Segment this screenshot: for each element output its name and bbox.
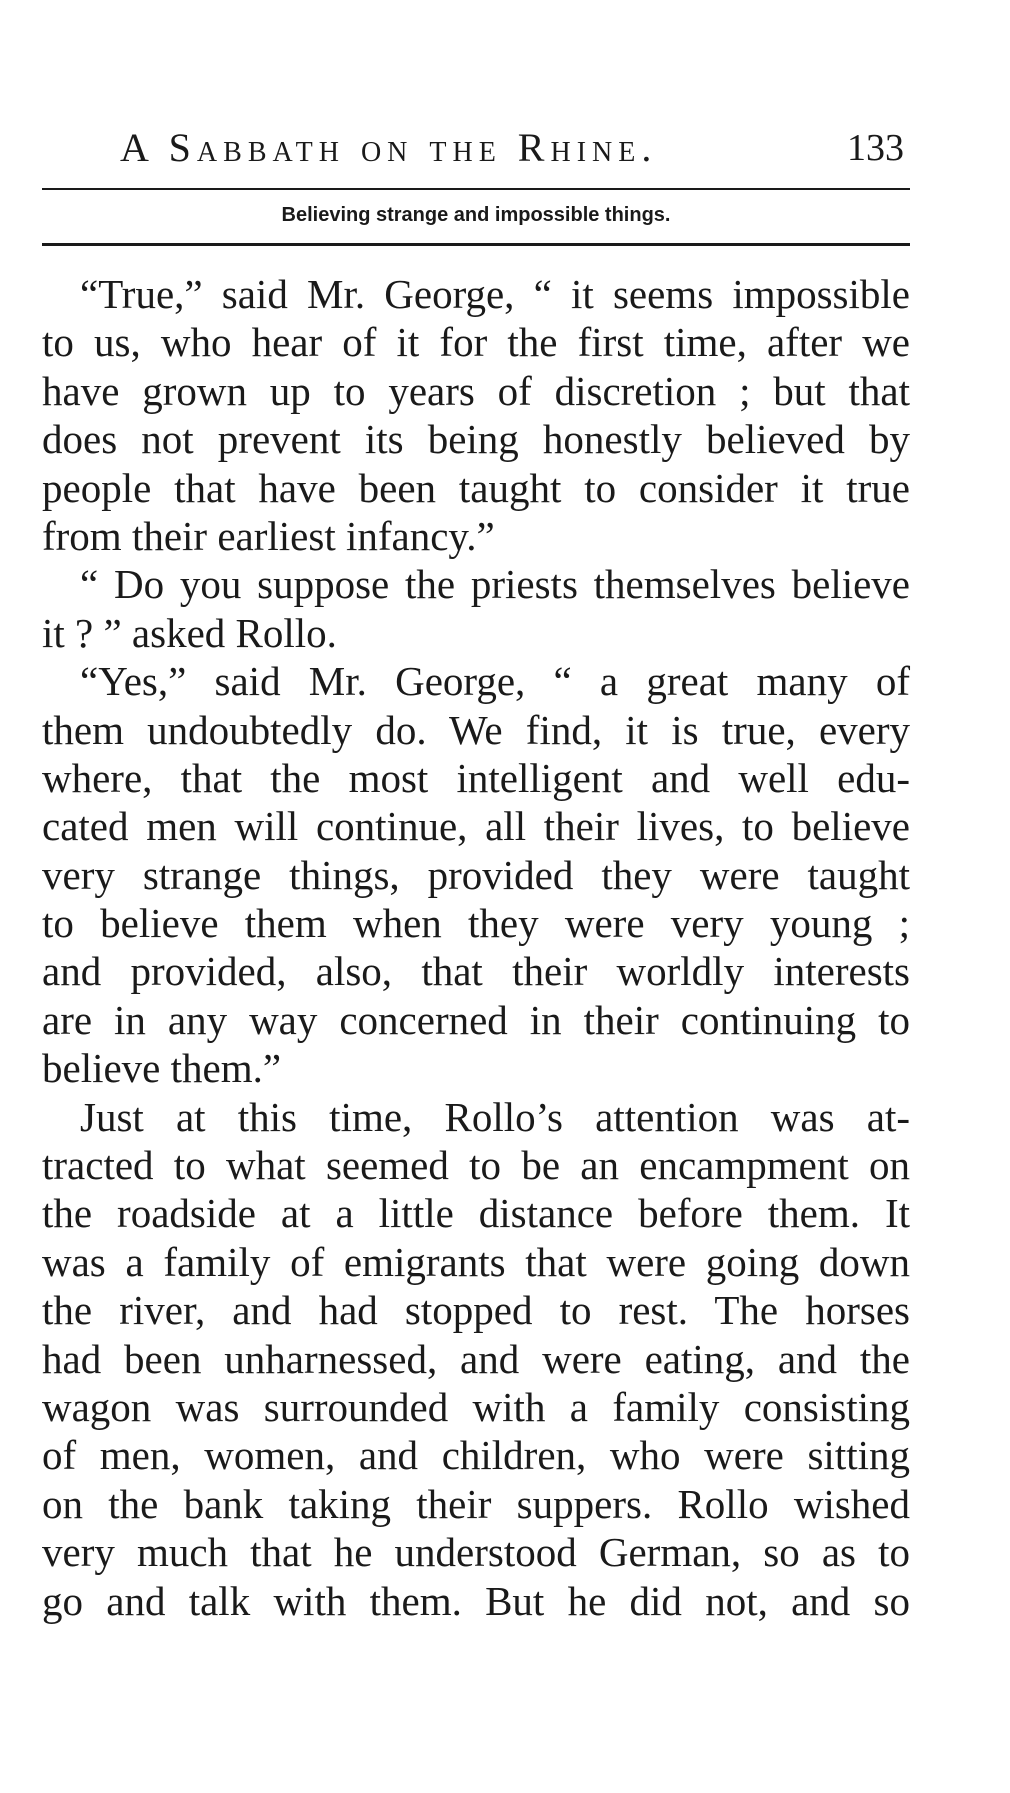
text-line: the river, and had stopped to rest. The horses (42, 1287, 910, 1334)
text-line: and provided, also, that their worldly interests (42, 948, 910, 995)
text-line: “True,” said Mr. George, “ it seems impossible (80, 271, 910, 317)
text-line: was a family of emigrants that were going down (42, 1238, 910, 1285)
text-line: go and talk with them. But he did not, and so (42, 1577, 910, 1624)
text-line: to us, who hear of it for the first time, after we (42, 319, 910, 366)
text-line: where, that the most intelligent and well edu- (42, 754, 910, 801)
header-rule-bottom (42, 243, 910, 246)
page-subheading: Believing strange and impossible things. (281, 204, 671, 226)
running-title: A Sabbath on the Rhine. (120, 125, 658, 170)
text-line: from their earliest infancy.” (42, 512, 495, 559)
text-line: on the bank taking their suppers. Rollo wished (42, 1480, 910, 1527)
text-line: to believe them when they were very young ; (42, 900, 910, 947)
header-rule-top (42, 188, 910, 190)
text-line: wagon was surrounded with a family consisting (42, 1383, 910, 1430)
text-line: have grown up to years of discretion ; but that (42, 367, 910, 414)
text-line: people that have been taught to consider it true (42, 464, 910, 511)
text-line: are in any way concerned in their continuing to (42, 996, 910, 1043)
text-line: very much that he understood German, so as to (42, 1529, 910, 1576)
book-page (42, 0, 910, 1793)
text-line: believe them.” (42, 1045, 282, 1092)
text-line: tracted to what seemed to be an encampment on (42, 1142, 910, 1189)
text-line: “ Do you suppose the priests themselves believe (80, 561, 910, 608)
text-line: does not prevent its being honestly believed by (42, 416, 910, 463)
text-line: “Yes,” said Mr. George, “ a great many of (80, 658, 910, 705)
text-line: it ? ” asked Rollo. (42, 609, 337, 656)
body-text (42, 270, 910, 1625)
text-line: very strange things, provided they were taught (42, 851, 910, 898)
text-line: the roadside at a little distance before them. It (42, 1190, 910, 1237)
text-line: had been unharnessed, and were eating, and the (42, 1335, 910, 1382)
text-line: of men, women, and children, who were sitting (42, 1432, 910, 1479)
page-number: 133 (847, 127, 904, 169)
text-line: them undoubtedly do. We find, it is true, every (42, 706, 910, 753)
text-line: Just at this time, Rollo’s attention was at- (80, 1093, 910, 1140)
running-head (42, 118, 910, 178)
text-line: cated men will continue, all their lives, to believe (42, 803, 910, 850)
